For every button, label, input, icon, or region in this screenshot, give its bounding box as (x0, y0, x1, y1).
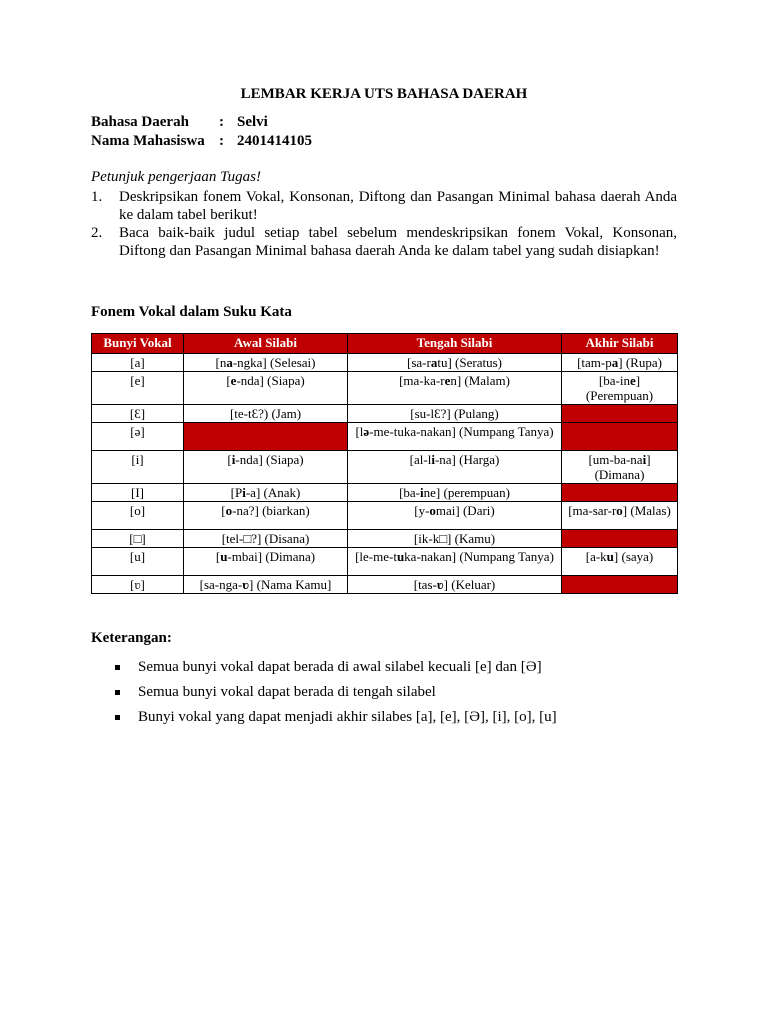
info-nama-mahasiswa (91, 133, 312, 150)
header-awal-silabi: Awal Silabi (184, 334, 348, 354)
cell-tengah-silabi: [tas-ʋ] (Keluar) (348, 576, 562, 594)
cell-awal-silabi: [Pi-a] (Anak) (184, 484, 348, 502)
table-row (92, 484, 678, 502)
info-value: Selvi (237, 114, 268, 130)
cell-awal-silabi: [tel-□?] (Disana) (184, 530, 348, 548)
cell-bunyi-vokal: [e] (92, 372, 184, 405)
bullet-square-icon (115, 665, 120, 670)
table-row (92, 502, 678, 530)
keterangan-text: Semua bunyi vokal dapat berada di awal silabel kecuali [e] dan [Ə] (138, 659, 542, 675)
cell-tengah-silabi: [ba-ine] (perempuan) (348, 484, 562, 502)
instruction-number: 1. (91, 189, 103, 205)
keterangan-item (115, 659, 542, 676)
table-row (92, 576, 678, 594)
header-tengah-silabi: Tengah Silabi (348, 334, 562, 354)
info-value: 2401414105 (237, 133, 312, 149)
cell-bunyi-vokal: [I] (92, 484, 184, 502)
table-row (92, 354, 678, 372)
cell-akhir-silabi: [a-ku] (saya) (562, 548, 678, 576)
cell-tengah-silabi: [su-lƐ?] (Pulang) (348, 405, 562, 423)
info-colon: : (219, 133, 224, 149)
cell-tengah-silabi: [y-omai] (Dari) (348, 502, 562, 530)
cell-bunyi-vokal: [o] (92, 502, 184, 530)
cell-tengah-silabi: [ma-ka-ren] (Malam) (348, 372, 562, 405)
cell-bunyi-vokal: [Ɛ] (92, 405, 184, 423)
cell-tengah-silabi: [sa-ratu] (Seratus) (348, 354, 562, 372)
info-colon: : (219, 114, 224, 130)
instruction-item (91, 188, 677, 224)
info-bahasa-daerah (91, 114, 268, 131)
cell-bunyi-vokal: [ə] (92, 423, 184, 451)
vowel-table (91, 333, 678, 594)
cell-akhir-silabi: [ma-sar-ro] (Malas) (562, 502, 678, 530)
cell-bunyi-vokal: [a] (92, 354, 184, 372)
cell-bunyi-vokal: [□] (92, 530, 184, 548)
cell-akhir-silabi: [um-ba-nai] (Dimana) (562, 451, 678, 484)
cell-akhir-silabi: [tam-pa] (Rupa) (562, 354, 678, 372)
table-row (92, 548, 678, 576)
cell-akhir-silabi (562, 423, 678, 451)
table-body (92, 354, 678, 594)
keterangan-item (115, 684, 436, 701)
cell-akhir-silabi (562, 530, 678, 548)
info-label: Nama Mahasiswa (91, 133, 205, 149)
keterangan-text: Semua bunyi vokal dapat berada di tengah silabel (138, 684, 436, 700)
table-row (92, 405, 678, 423)
cell-tengah-silabi: [lə-me-tuka-nakan] (Numpang Tanya) (348, 423, 562, 451)
cell-bunyi-vokal: [ʋ] (92, 576, 184, 594)
keterangan-item (115, 709, 557, 726)
header-akhir-silabi: Akhir Silabi (562, 334, 678, 354)
bullet-square-icon (115, 715, 120, 720)
cell-awal-silabi: [na-ngka] (Selesai) (184, 354, 348, 372)
table-row (92, 372, 678, 405)
cell-tengah-silabi: [ik-k□] (Kamu) (348, 530, 562, 548)
cell-tengah-silabi: [al-li-na] (Harga) (348, 451, 562, 484)
header-bunyi-vokal: Bunyi Vokal (92, 334, 184, 354)
cell-awal-silabi: [e-nda] (Siapa) (184, 372, 348, 405)
table-header-row (92, 334, 678, 354)
keterangan-title: Keterangan: (91, 630, 172, 646)
instruction-number: 2. (91, 225, 103, 241)
cell-awal-silabi: [u-mbai] (Dimana) (184, 548, 348, 576)
cell-bunyi-vokal: [u] (92, 548, 184, 576)
bullet-square-icon (115, 690, 120, 695)
instruction-text: Deskripsikan fonem Vokal, Konsonan, Diftong dan Pasangan Minimal bahasa daerah Anda ke dalam tabel berikut! (119, 189, 677, 223)
info-label: Bahasa Daerah (91, 114, 189, 130)
cell-akhir-silabi: [ba-ine] (Perempuan) (562, 372, 678, 405)
table-row (92, 530, 678, 548)
section-title: Fonem Vokal dalam Suku Kata (91, 304, 292, 320)
cell-bunyi-vokal: [i] (92, 451, 184, 484)
cell-awal-silabi: [te-tƐ?) (Jam) (184, 405, 348, 423)
instruction-text: Baca baik-baik judul setiap tabel sebelum mendeskripsikan fonem Vokal, Konsonan, Diftong dan Pasangan Minimal bahasa daerah Anda ke dalam tabel yang sudah disiapkan! (119, 225, 677, 259)
cell-awal-silabi: [o-na?] (biarkan) (184, 502, 348, 530)
page-title: LEMBAR KERJA UTS BAHASA DAERAH (240, 86, 528, 102)
cell-awal-silabi: [i-nda] (Siapa) (184, 451, 348, 484)
table-row (92, 423, 678, 451)
cell-tengah-silabi: [le-me-tuka-nakan] (Numpang Tanya) (348, 548, 562, 576)
keterangan-text: Bunyi vokal yang dapat menjadi akhir silabes [a], [e], [Ə], [i], [o], [u] (138, 709, 557, 725)
cell-awal-silabi (184, 423, 348, 451)
cell-awal-silabi: [sa-nga-ʋ] (Nama Kamu] (184, 576, 348, 594)
cell-akhir-silabi (562, 576, 678, 594)
instruction-item (91, 224, 677, 260)
instructions-title: Petunjuk pengerjaan Tugas! (91, 169, 261, 185)
cell-akhir-silabi (562, 405, 678, 423)
table-row (92, 451, 678, 484)
cell-akhir-silabi (562, 484, 678, 502)
